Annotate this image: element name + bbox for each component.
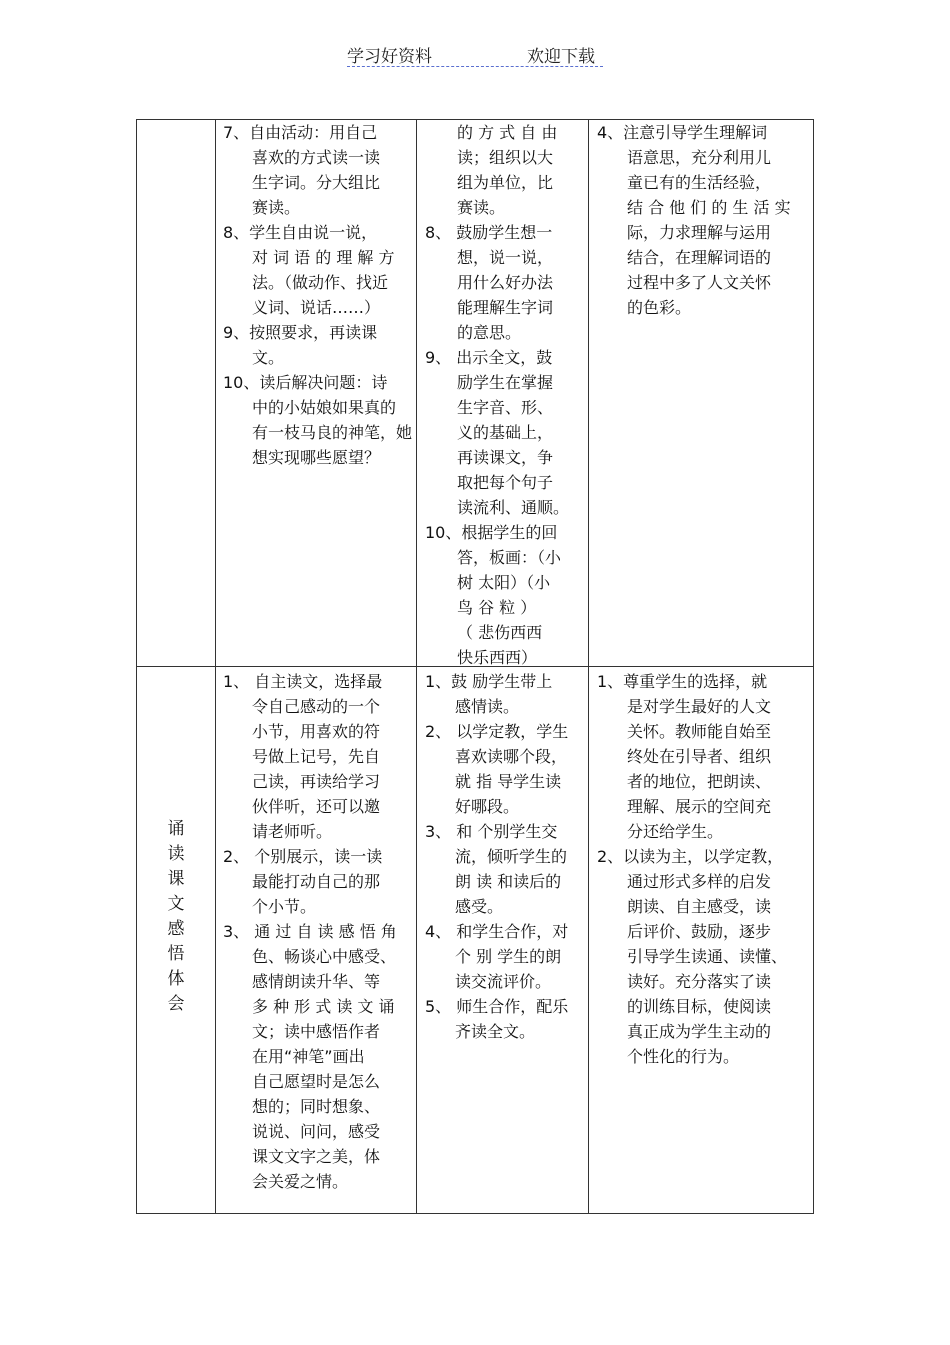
row2-col2-cell [216, 667, 417, 1214]
text-line: 1、鼓 励学生带上 [425, 672, 553, 691]
section-title-char: 读 [167, 844, 185, 864]
text-line: 10、根据学生的回 [425, 523, 558, 542]
section-title-char: 感 [167, 919, 185, 939]
text-line: 有一枝马良的神笔，她 [252, 423, 413, 442]
text-line: 分还给学生。 [627, 822, 724, 841]
text-line: 色、畅谈心中感受、 [252, 947, 397, 966]
text-line: 齐读全文。 [455, 1022, 536, 1041]
text-line: 7、自由活动：用自己 [223, 123, 378, 142]
text-line: 鸟 谷 粒 ） [457, 598, 537, 617]
text-line: 小节，用喜欢的符 [252, 722, 381, 741]
text-line: 10、读后解决问题：诗 [223, 373, 388, 392]
text-line: 伙伴听，还可以邀 [252, 797, 381, 816]
text-line: （ 悲伤西西 [457, 623, 543, 642]
text-line: 8、学生自由说一说， [223, 223, 378, 242]
text-line: 关怀。教师能自始至 [627, 722, 772, 741]
text-line: 朗读、自主感受，读 [627, 897, 772, 916]
text-line: 者的地位，把朗读、 [627, 772, 772, 791]
text-line: 答，板画：（小 [457, 548, 562, 567]
text-line: 励学生在掌握 [457, 373, 554, 392]
section-title-char: 文 [167, 894, 185, 914]
text-line: 后评价、鼓励，逐步 [627, 922, 772, 941]
text-line: 朗 读 和读后的 [455, 872, 562, 891]
section-title-char: 诵 [167, 819, 185, 839]
text-line: 引导学生读通、读懂、 [627, 947, 788, 966]
text-line: 的 方 式 自 由 [457, 123, 558, 142]
text-line: 读；组织以大 [457, 148, 554, 167]
text-line: 真正成为学生主动的 [627, 1022, 772, 1041]
text-line: 赛读。 [457, 198, 506, 217]
text-line: 结合，在理解词语的 [627, 248, 772, 267]
text-line: 生字音、形、 [457, 398, 554, 417]
text-line: 语意思，充分利用儿 [627, 148, 772, 167]
text-line: 的训练目标，使阅读 [627, 997, 772, 1016]
text-line: 9、 出示全文，鼓 [425, 348, 553, 367]
text-line: 文。 [252, 348, 285, 367]
text-line: 组为单位，比 [457, 173, 554, 192]
text-line: 的意思。 [457, 323, 522, 342]
table-row [137, 667, 814, 1214]
page-header [347, 42, 603, 67]
text-line: 取把每个句子 [457, 473, 554, 492]
text-line: 个性化的行为。 [627, 1047, 740, 1066]
text-line: 终处在引导者、组织 [627, 747, 772, 766]
text-line: 自己愿望时是怎么 [252, 1072, 381, 1091]
row1-col4-cell [589, 120, 814, 667]
text-line: 会关爱之情。 [252, 1172, 349, 1191]
text-line: 际，力求理解与运用 [627, 223, 772, 242]
text-line: 1、尊重学生的选择，就 [597, 672, 768, 691]
text-line: 2、以读为主，以学定教， [597, 847, 784, 866]
text-line: 对 词 语 的 理 解 方 [252, 248, 395, 267]
text-line: 多 种 形 式 读 文 诵 [252, 997, 395, 1016]
section-title-char: 悟 [167, 944, 185, 964]
section-title-char: 课 [167, 869, 185, 889]
lesson-plan-table [136, 119, 814, 1214]
text-line: 义的基础上， [457, 423, 554, 442]
header-left-text: 学习好资料 [347, 47, 432, 67]
row1-col3-cell [417, 120, 589, 667]
section-title [137, 817, 215, 1017]
text-line: 3、 和 个别学生交 [425, 822, 558, 841]
text-line: 2、 以学定教，学生 [425, 722, 569, 741]
text-line: 喜欢的方式读一读 [252, 148, 381, 167]
row2-col3-cell [417, 667, 589, 1214]
text-line: 通过形式多样的启发 [627, 872, 772, 891]
text-line: 8、 鼓励学生想一 [425, 223, 553, 242]
text-line: 想实现哪些愿望？ [252, 448, 381, 467]
text-line: 感情读。 [455, 697, 520, 716]
text-line: 在用“神笔”画出 [252, 1047, 365, 1066]
row2-col4-cell [589, 667, 814, 1214]
text-line: 就 指 导学生读 [455, 772, 562, 791]
section-title-char: 体 [167, 969, 185, 989]
text-line: 个小节。 [252, 897, 317, 916]
text-line: 号做上记号，先自 [252, 747, 381, 766]
text-line: 童已有的生活经验， [627, 173, 772, 192]
text-line: 4、注意引导学生理解词 [597, 123, 768, 142]
text-line: 用什么好办法 [457, 273, 554, 292]
table-row [137, 120, 814, 667]
text-line: 好哪段。 [455, 797, 520, 816]
text-line: 最能打动自己的那 [252, 872, 381, 891]
text-line: 是对学生最好的人文 [627, 697, 772, 716]
text-line: 3、 通 过 自 读 感 悟 角 [223, 922, 397, 941]
text-line: 理解、展示的空间充 [627, 797, 772, 816]
text-line: 令自己感动的一个 [252, 697, 381, 716]
text-line: 结 合 他 们 的 生 活 实 [627, 198, 791, 217]
text-line: 说说、问问，感受 [252, 1122, 381, 1141]
header-right-text: 欢迎下载 [527, 47, 595, 67]
text-line: 读好。充分落实了读 [627, 972, 772, 991]
text-line: 法。（做动作、找近 [252, 273, 389, 292]
row1-col2-cell [216, 120, 417, 667]
text-line: 想，说一说， [457, 248, 554, 267]
row1-col1-cell [137, 120, 216, 667]
text-line: 感情朗读升华、等 [252, 972, 381, 991]
text-line: 己读，再读给学习 [252, 772, 381, 791]
text-line: 想的；同时想象、 [252, 1097, 381, 1116]
text-line: 读流利、通顺。 [457, 498, 570, 517]
text-line: 能理解生字词 [457, 298, 554, 317]
text-line: 义词、说话……） [252, 298, 381, 317]
text-line: 快乐西西） [457, 648, 538, 667]
text-line: 再读课文，争 [457, 448, 554, 467]
text-line: 树 太阳）（小 [457, 573, 551, 592]
text-line: 9、按照要求，再读课 [223, 323, 378, 342]
text-line: 4、 和学生合作，对 [425, 922, 569, 941]
section-title-cell [137, 667, 216, 1214]
text-line: 的色彩。 [627, 298, 692, 317]
text-line: 赛读。 [252, 198, 301, 217]
text-line: 1、 自主读文，选择最 [223, 672, 383, 691]
text-line: 5、 师生合作，配乐 [425, 997, 569, 1016]
text-line: 感受。 [455, 897, 504, 916]
text-line: 课文文字之美，体 [252, 1147, 381, 1166]
text-line: 读交流评价。 [455, 972, 552, 991]
section-title-char: 会 [167, 994, 185, 1014]
text-line: 文；读中感悟作者 [252, 1022, 381, 1041]
text-line: 流，倾听学生的 [455, 847, 568, 866]
text-line: 个 别 学生的朗 [455, 947, 562, 966]
text-line: 生字词。分大组比 [252, 173, 381, 192]
text-line: 2、 个别展示，读一读 [223, 847, 383, 866]
text-line: 中的小姑娘如果真的 [252, 398, 397, 417]
text-line: 喜欢读哪个段， [455, 747, 568, 766]
text-line: 请老师听。 [252, 822, 333, 841]
text-line: 过程中多了人文关怀 [627, 273, 772, 292]
